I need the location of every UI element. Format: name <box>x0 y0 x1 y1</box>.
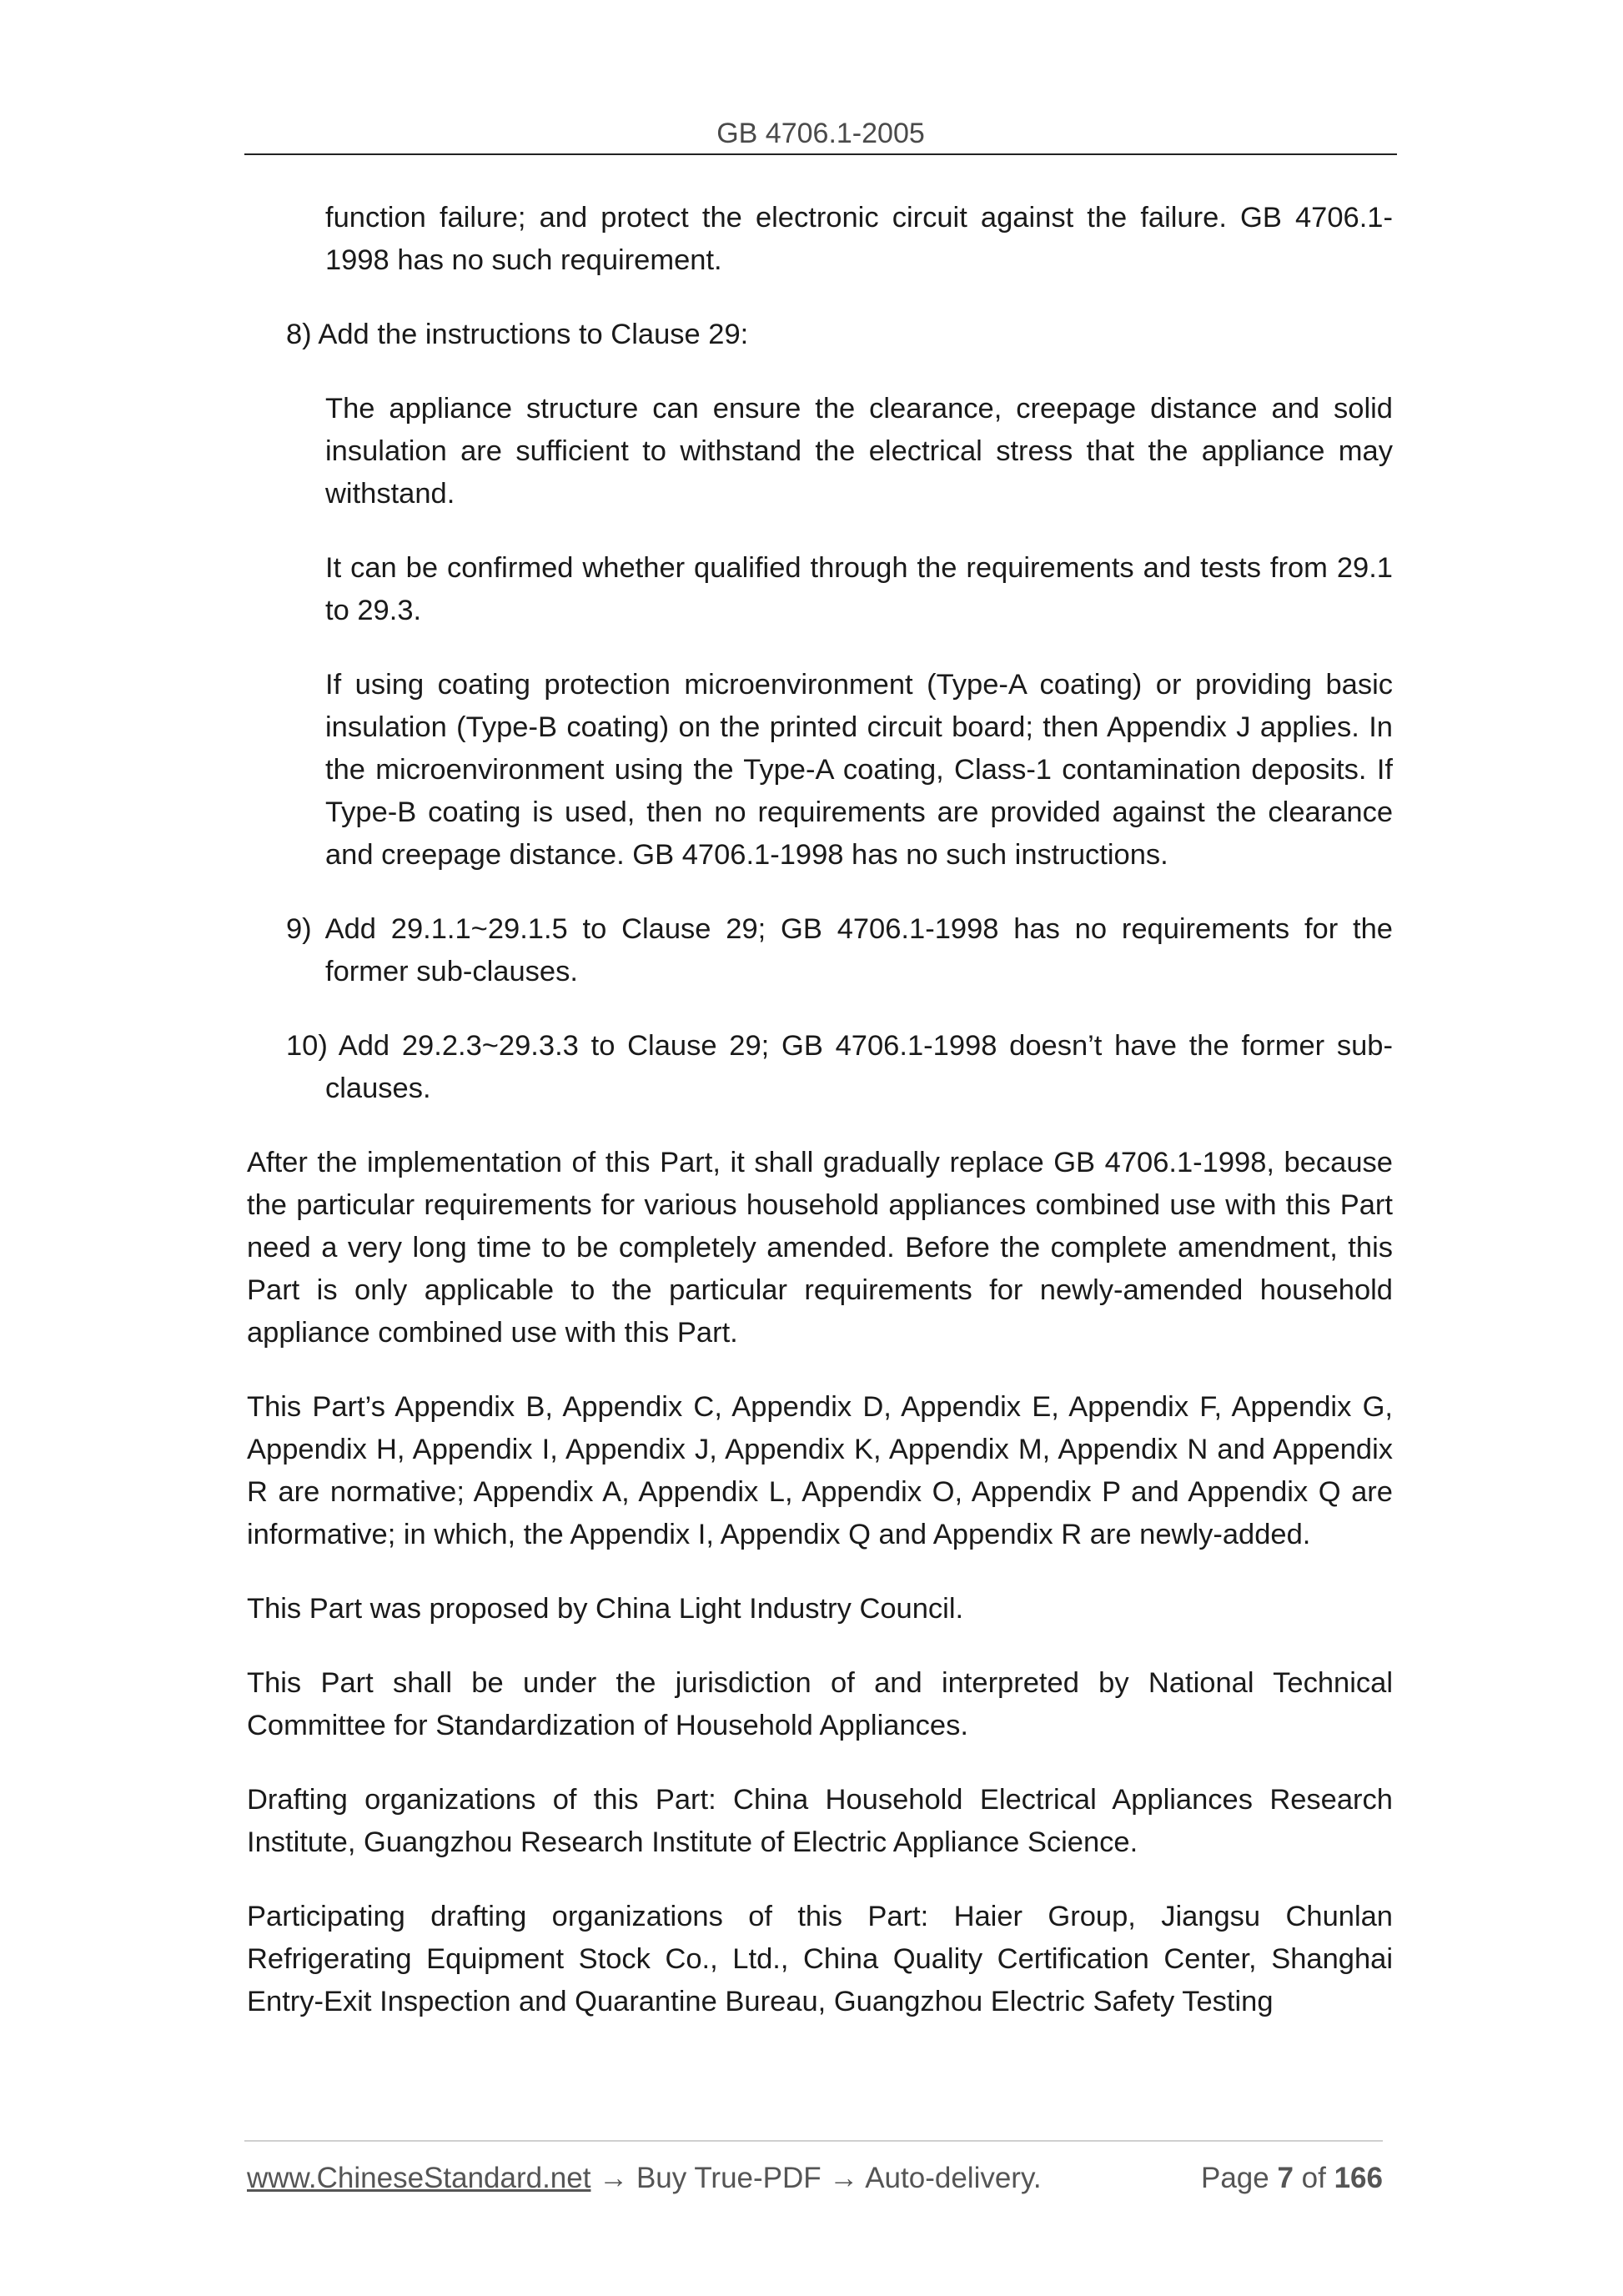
arrow-right-icon: → <box>829 2162 859 2194</box>
footer-step-delivery: Auto-delivery. <box>865 2162 1042 2194</box>
paragraph-participating-orgs: Participating drafting organizations of this Part: Haier Group, Jiangsu Chunlan Refrigerating Equipment Stock Co., Ltd., China Quality Certification Center, Shanghai Entry-Exit Inspection and Quarantine Bureau, Guangzhou Electric Safety Testing <box>247 1901 1393 2017</box>
page-footer <box>247 2158 1383 2198</box>
header-divider <box>244 153 1397 155</box>
page-indicator <box>1201 2158 1383 2198</box>
paragraph-confirmation: It can be confirmed whether qualified through the requirements and tests from 29.1 to 29.3. <box>325 552 1393 626</box>
footer-divider <box>244 2140 1383 2142</box>
page-body <box>247 197 1393 2023</box>
list-item-9: 9) Add 29.1.1~29.1.5 to Clause 29; GB 4706.1-1998 has no requirements for the former sub-clauses. <box>286 913 1393 987</box>
of-word: of <box>1301 2162 1326 2194</box>
website-link[interactable]: www.ChineseStandard.net <box>247 2162 591 2194</box>
paragraph-jurisdiction: This Part shall be under the jurisdiction of and interpreted by National Technical Committee for Standardization of Household Appliances. <box>247 1667 1393 1741</box>
paragraph-implementation: After the implementation of this Part, it shall gradually replace GB 4706.1-1998, because the particular requirements for various household appliances combined use with this Part need a very long time to be completely amended. Before the complete amendment, this Part is only applicable to the particular requirements for newly-amended household appliance combined use with this Part. <box>247 1147 1393 1349</box>
footer-purchase-line <box>247 2158 1042 2198</box>
page-number: 7 <box>1277 2162 1294 2194</box>
paragraph-appendices: This Part’s Appendix B, Appendix C, Appendix D, Appendix E, Appendix F, Appendix G, Appendix H, Appendix I, Appendix J, Appendix K, Appendix M, Appendix N and Appendix R are normative; Appendix A, Appendix L, Appendix O, Appendix P and Appendix Q are informative; in which, the Appendix I, Appendix Q and Appendix R are newly-added. <box>247 1391 1393 1550</box>
list-item-10: 10) Add 29.2.3~29.3.3 to Clause 29; GB 4706.1-1998 doesn’t have the former sub-clauses. <box>286 1030 1393 1104</box>
paragraph-continuation: function failure; and protect the electronic circuit against the failure. GB 4706.1-1998 has no such requirement. <box>325 202 1393 276</box>
page-word: Page <box>1200 2162 1269 2194</box>
list-item-8: 8) Add the instructions to Clause 29: <box>286 319 749 350</box>
header-title: GB 4706.1-2005 <box>716 118 925 149</box>
footer-step-buy: Buy True-PDF <box>636 2162 822 2194</box>
paragraph-drafting-orgs: Drafting organizations of this Part: China Household Electrical Appliances Research Institute, Guangzhou Research Institute of Electric Appliance Science. <box>247 1784 1393 1858</box>
paragraph-structure: The appliance structure can ensure the clearance, creepage distance and solid insulation are sufficient to withstand the electrical stress that the appliance may withstand. <box>325 393 1393 510</box>
page-total: 166 <box>1334 2162 1383 2194</box>
paragraph-coating: If using coating protection microenvironment (Type-A coating) or providing basic insulation (Type-B coating) on the printed circuit board; then Appendix J applies. In the microenvironment using the Type-A coating, Class-1 contamination deposits. If Type-B coating is used, then no requirements are provided against the clearance and creepage distance. GB 4706.1-1998 has no such instructions. <box>325 669 1393 871</box>
paragraph-proposed-by: This Part was proposed by China Light Industry Council. <box>247 1593 964 1625</box>
arrow-right-icon: → <box>599 2162 629 2194</box>
